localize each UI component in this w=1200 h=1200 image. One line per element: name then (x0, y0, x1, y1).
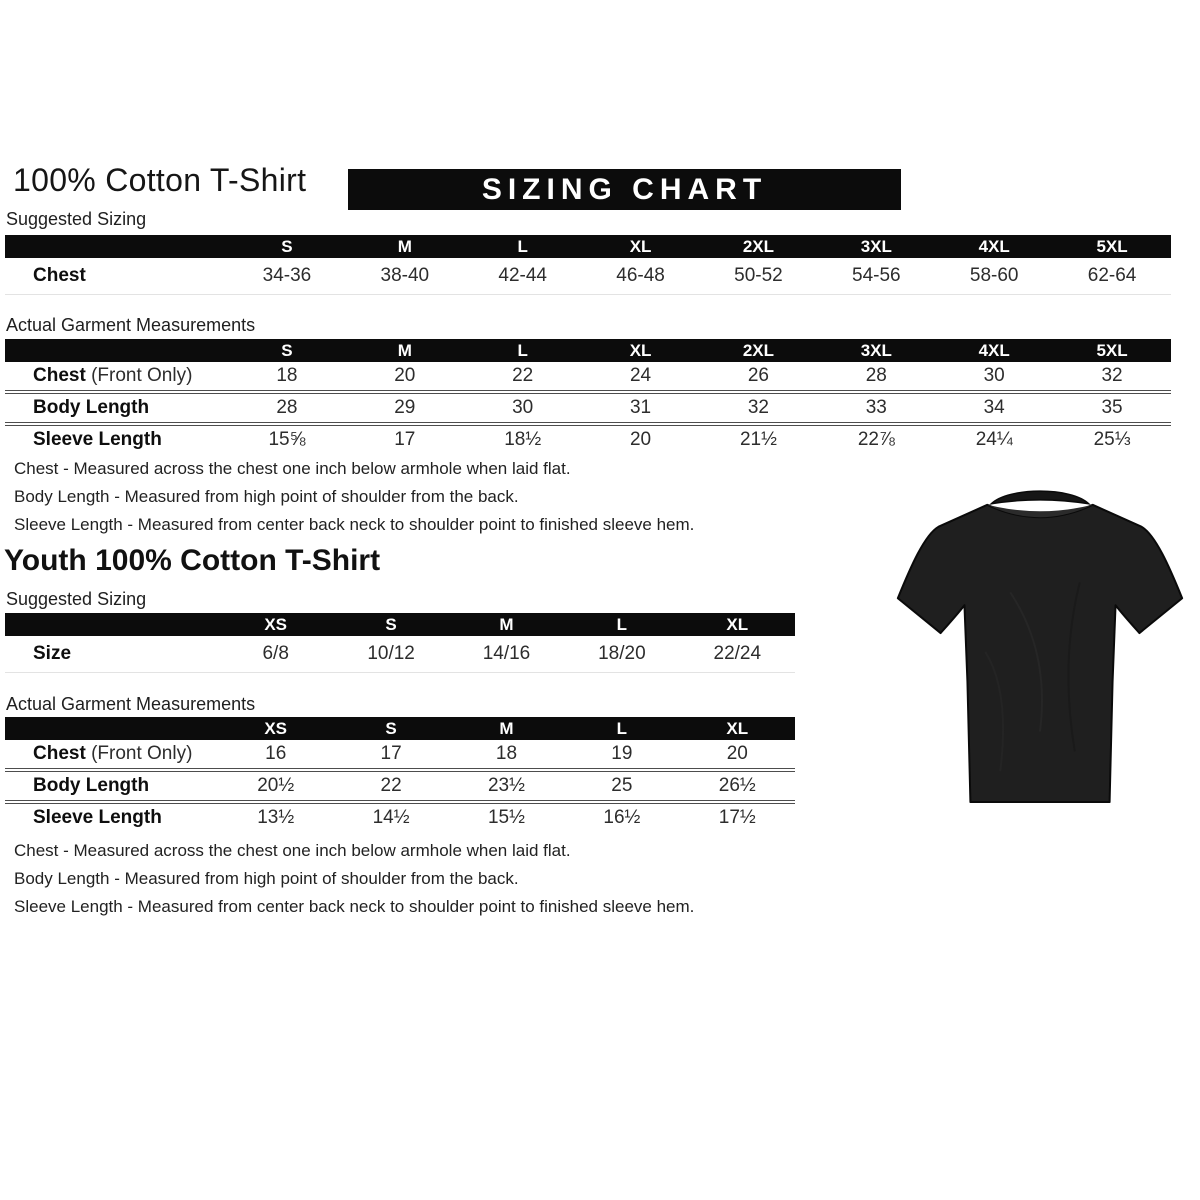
size-column-header: 4XL (935, 235, 1053, 258)
measurement-value: 50-52 (700, 258, 818, 295)
row-label: Sleeve Length (33, 429, 162, 450)
adult-actual-measurements-table (5, 339, 1171, 454)
measurement-value: 26 (700, 362, 818, 392)
measurement-value: 46-48 (582, 258, 700, 295)
size-column-header: 5XL (1053, 339, 1171, 362)
measurement-value: 34-36 (228, 258, 346, 295)
measurement-value: 62-64 (1053, 258, 1171, 295)
youth-suggested-sizing-table (5, 613, 795, 673)
header-corner-cell (5, 717, 218, 740)
measurement-value: 31 (582, 392, 700, 424)
size-column-header: XL (582, 339, 700, 362)
measurement-value: 22/24 (680, 636, 795, 673)
size-column-header: 3XL (817, 235, 935, 258)
measurement-value: 20 (346, 362, 464, 392)
measurement-row (5, 362, 1171, 392)
measurement-value: 25⅓ (1093, 429, 1131, 450)
header-corner-cell (5, 339, 228, 362)
row-label: Chest (5, 258, 228, 295)
size-column-header: 2XL (700, 235, 818, 258)
measurement-row (5, 636, 795, 673)
note-sleeve-length: Sleeve Length - Measured from center back neck to shoulder point to finished sleeve hem. (14, 897, 695, 916)
measurement-value: 17 (333, 740, 448, 770)
adult-actual-measurements-label: Actual Garment Measurements (6, 315, 256, 335)
note-chest: Chest - Measured across the chest one inch below armhole when laid flat. (14, 841, 571, 860)
measurement-row (5, 424, 1171, 454)
measurement-value: 26½ (680, 770, 795, 802)
measurement-value: 32 (1053, 362, 1171, 392)
size-column-header: L (464, 339, 582, 362)
note-chest: Chest - Measured across the chest one inch below armhole when laid flat. (14, 459, 571, 478)
size-column-header: XL (582, 235, 700, 258)
measurement-value: 25 (564, 770, 679, 802)
youth-actual-measurements-table (5, 717, 795, 832)
black-tshirt-icon (890, 473, 1190, 811)
sizing-chart-banner-text: SIZING CHART (481, 172, 768, 206)
size-column-header: S (333, 717, 448, 740)
measurement-value: 18½ (504, 429, 542, 450)
measurement-value: 10/12 (333, 636, 448, 673)
size-header-row (5, 339, 1171, 362)
measurement-value: 14/16 (449, 636, 564, 673)
size-column-header: S (228, 235, 346, 258)
measurement-value: 18 (228, 362, 346, 392)
youth-notes (14, 841, 694, 925)
measurement-value: 18/20 (564, 636, 679, 673)
size-column-header: M (449, 717, 564, 740)
row-label: Body Length (5, 770, 218, 802)
measurement-value: 18 (449, 740, 564, 770)
size-column-header: 5XL (1053, 235, 1171, 258)
header-corner-cell (5, 235, 228, 258)
measurement-value: 17½ (718, 807, 756, 828)
measurement-value: 20 (680, 740, 795, 770)
measurement-value: 20 (629, 429, 652, 450)
size-column-header: 2XL (700, 339, 818, 362)
row-label: Body Length (5, 392, 228, 424)
measurement-value: 17 (394, 429, 416, 450)
measurement-row (5, 740, 795, 770)
measurement-value: 28 (228, 392, 346, 424)
measurement-value: 6/8 (218, 636, 333, 673)
size-column-header: M (346, 339, 464, 362)
header-corner-cell (5, 613, 218, 636)
measurement-value: 14½ (372, 807, 410, 828)
measurement-value: 33 (817, 392, 935, 424)
size-column-header: M (449, 613, 564, 636)
row-label: Sleeve Length (33, 807, 162, 828)
row-label: Chest (Front Only) (5, 362, 228, 392)
measurement-value: 38-40 (346, 258, 464, 295)
size-header-row (5, 717, 795, 740)
measurement-row (5, 770, 795, 802)
measurement-value: 16 (218, 740, 333, 770)
size-header-row (5, 235, 1171, 258)
size-column-header: M (346, 235, 464, 258)
measurement-value: 30 (935, 362, 1053, 392)
size-column-header: 3XL (817, 339, 935, 362)
row-label: Chest (Front Only) (5, 740, 218, 770)
youth-actual-measurements-label: Actual Garment Measurements (6, 694, 256, 714)
size-column-header: XL (680, 613, 795, 636)
measurement-value: 16½ (603, 807, 641, 828)
youth-suggested-sizing-label: Suggested Sizing (6, 589, 147, 609)
measurement-value: 24 (582, 362, 700, 392)
measurement-value: 22 (464, 362, 582, 392)
measurement-row (5, 392, 1171, 424)
measurement-value: 29 (346, 392, 464, 424)
row-label: Size (5, 636, 218, 673)
measurement-value: 54-56 (817, 258, 935, 295)
adult-notes (14, 459, 694, 543)
measurement-value: 21½ (739, 429, 777, 450)
measurement-value: 30 (464, 392, 582, 424)
measurement-value: 23½ (449, 770, 564, 802)
size-column-header: L (464, 235, 582, 258)
note-body-length: Body Length - Measured from high point of shoulder from the back. (14, 487, 519, 506)
adult-suggested-sizing-table (5, 235, 1171, 295)
measurement-value: 15½ (487, 807, 525, 828)
size-column-header: XL (680, 717, 795, 740)
measurement-value: 24¼ (975, 429, 1013, 450)
measurement-value: 32 (700, 392, 818, 424)
measurement-value: 28 (817, 362, 935, 392)
size-column-header: 4XL (935, 339, 1053, 362)
size-column-header: L (564, 613, 679, 636)
measurement-value: 34 (935, 392, 1053, 424)
measurement-value: 35 (1053, 392, 1171, 424)
measurement-value: 22⅞ (857, 429, 895, 450)
adult-title: 100% Cotton T-Shirt (13, 162, 307, 198)
youth-title: Youth 100% Cotton T-Shirt (4, 544, 381, 577)
adult-suggested-sizing-label: Suggested Sizing (6, 209, 147, 229)
note-body-length: Body Length - Measured from high point of shoulder from the back. (14, 869, 519, 888)
measurement-value: 58-60 (935, 258, 1053, 295)
size-column-header: S (228, 339, 346, 362)
measurement-value: 13½ (257, 807, 295, 828)
measurement-row (5, 802, 795, 832)
size-header-row (5, 613, 795, 636)
measurement-value: 20½ (218, 770, 333, 802)
measurement-value: 19 (564, 740, 679, 770)
size-column-header: L (564, 717, 679, 740)
measurement-value: 15⅝ (268, 429, 306, 450)
note-sleeve-length: Sleeve Length - Measured from center back neck to shoulder point to finished sleeve hem. (14, 515, 695, 534)
measurement-value: 42-44 (464, 258, 582, 295)
size-column-header: XS (218, 717, 333, 740)
sizing-chart-banner (348, 169, 901, 210)
size-column-header: XS (218, 613, 333, 636)
measurement-row (5, 258, 1171, 295)
measurement-value: 22 (333, 770, 448, 802)
size-column-header: S (333, 613, 448, 636)
